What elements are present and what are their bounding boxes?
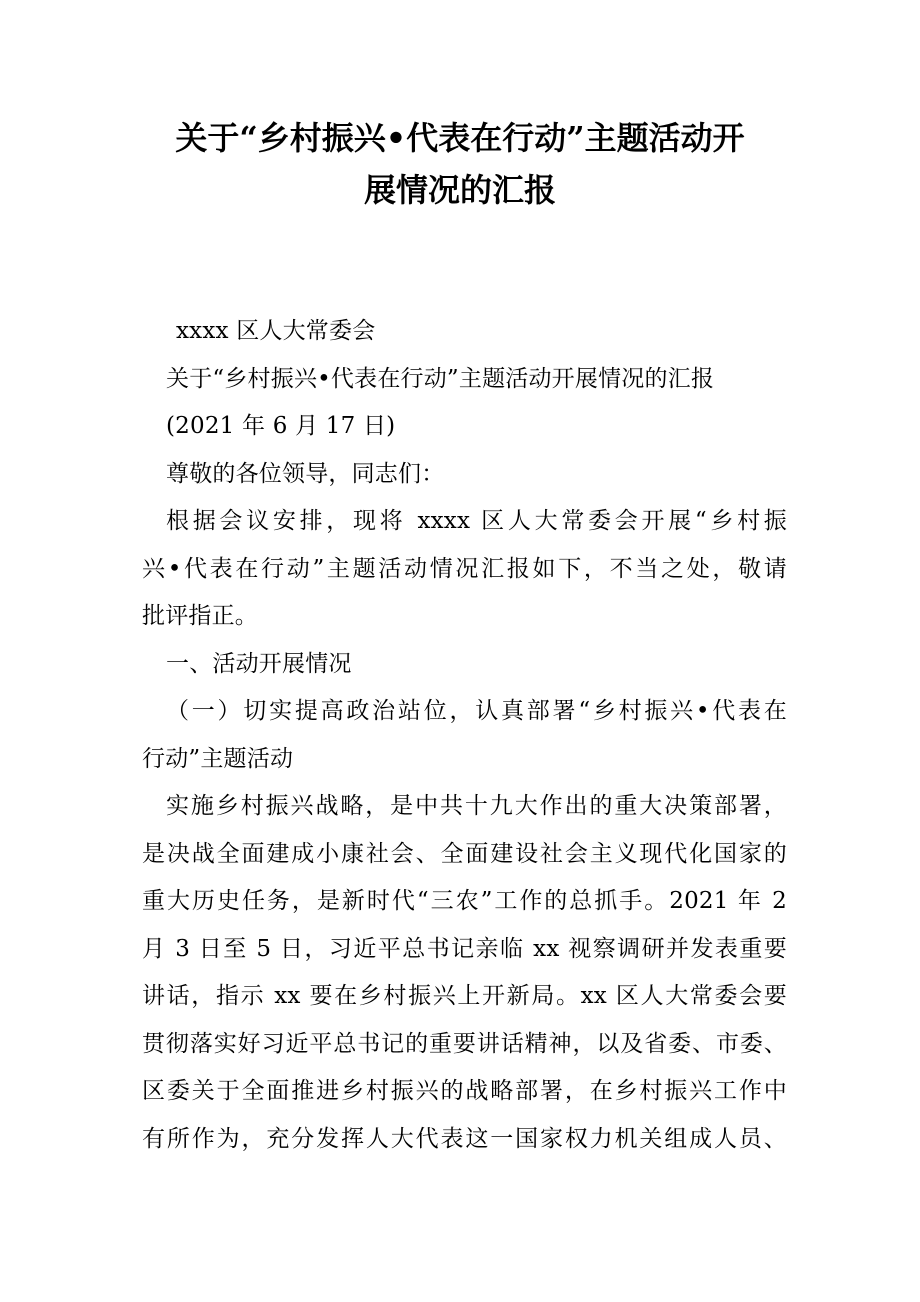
paragraph-line-3: 重大历史任务，是新时代“三农”工作的总抓手。2021 年 2: [142, 888, 787, 914]
title-line-1: 关于“乡村振兴•代表在行动”主题活动开: [175, 119, 745, 157]
report-subtitle: 关于“乡村振兴•代表在行动”主题活动开展情况的汇报: [166, 365, 715, 392]
report-date: (2021 年 6 月 17 日): [166, 413, 396, 439]
document-body: [142, 308, 787, 1163]
paragraph-line-6: 贯彻落实好习近平总书记的重要讲话精神，以及省委、市委、: [142, 1030, 787, 1057]
subsection-heading-line-2: 行动”主题活动: [142, 745, 294, 772]
subsection-heading-line-1: （一）切实提高政治站位，认真部署“乡村振兴•代表在: [166, 698, 787, 724]
intro-line-2: 兴•代表在行动”主题活动情况汇报如下，不当之处，敬请: [142, 555, 787, 582]
intro-line-1: 根据会议安排，现将 xxxx 区人大常委会开展“乡村振: [166, 508, 787, 534]
paragraph-line-1: 实施乡村振兴战略，是中共十九大作出的重大决策部署，: [166, 793, 787, 819]
paragraph-line-7: 区委关于全面推进乡村振兴的战略部署，在乡村振兴工作中: [142, 1078, 787, 1104]
paragraph-line-5: 讲话，指示 xx 要在乡村振兴上开新局。xx 区人大常委会要: [142, 983, 787, 1009]
paragraph-line-4: 月 3 日至 5 日，习近平总书记亲临 xx 视察调研并发表重要: [142, 935, 787, 962]
paragraph-line-2: 是决战全面建成小康社会、全面建设社会主义现代化国家的: [142, 840, 787, 867]
title-line-2: 展情况的汇报: [363, 171, 556, 209]
intro-line-3: 批评指正。: [142, 603, 258, 629]
section-heading-1: 一、活动开展情况: [166, 650, 352, 677]
salutation: 尊敬的各位领导，同志们：: [166, 460, 445, 487]
organization-name: xxxx 区人大常委会: [176, 318, 376, 344]
paragraph-line-8: 有所作为，充分发挥人大代表这一国家权力机关组成人员、: [142, 1125, 787, 1152]
document-title: [100, 112, 820, 216]
